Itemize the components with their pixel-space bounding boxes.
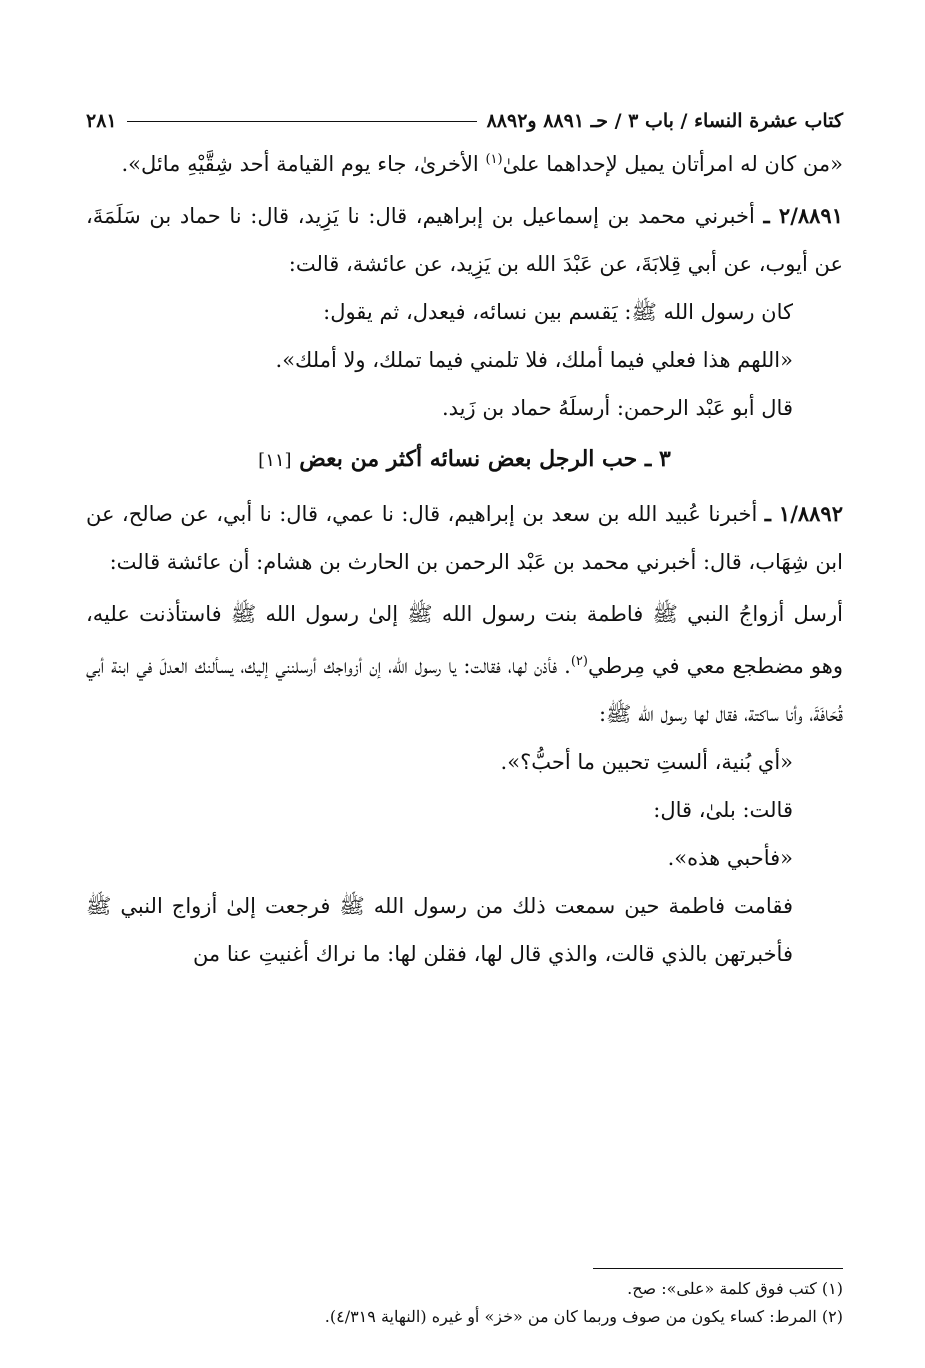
hadith-matn-line: كان رسول الله ﷺ: يَقسم بين نسائه، فيعدل، ثم يقول: bbox=[323, 300, 793, 324]
footnote-rule bbox=[593, 1268, 843, 1269]
page-number: ٢٨١ bbox=[86, 110, 117, 132]
text-run: الأخرىٰ، جاء يوم القيامة أحد شِقَّيْهِ مائل». bbox=[121, 152, 486, 176]
text-run: أرسل أزواجُ النبي ﷺ فاطمة بنت رسول الله ﷺ إلىٰ رسول الله ﷺ فاستأذنت عليه، وهو مضطجع معي في مِرطي bbox=[86, 602, 843, 678]
hadith-quote: قالت: بلىٰ، قال: bbox=[653, 798, 793, 822]
hadith-quote: «أي بُنية، ألستِ تحبين ما أحبُّ؟». bbox=[500, 750, 793, 774]
hadith-continuation: فقامت فاطمة حين سمعت ذلك من رسول الله ﷺ فرجعت إلىٰ أزواج النبي ﷺ فأخبرتهن بالذي قالت، والذي قال لها، فقلن لها: ما نراك أغنيتِ عنا من bbox=[86, 894, 793, 966]
chapter-ref: [١١] bbox=[258, 450, 292, 471]
hadith-comment: قال أبو عَبْد الرحمن: أرسلَهُ حماد بن زَيد. bbox=[441, 396, 793, 420]
header-rule bbox=[127, 121, 477, 122]
hadith-quote: «فأحبي هذه». bbox=[667, 846, 793, 870]
hadith-1-end bbox=[86, 136, 843, 188]
hadith-number: ٢/٨٨٩١ ـ bbox=[763, 203, 843, 228]
hadith-isnad: أخبرنا عُبيد الله بن سعد بن إبراهيم، قال: نا عمي، قال: نا أبي، عن صالح، عن ابن شِهَاب، قال: أخبرني محمد بن عَبْد الرحمن بن الحارث بن هشام: أن عائشة قالت: bbox=[86, 502, 843, 574]
text-run: . فأذن لها، فقالت: يا رسول الله، إن أزواجك أرسلنني إليك، يسألنك العدلَ في ابنة أبي قُحَافَةَ، وأنا ساكتة، فقال لها رسول الله ﷺ: bbox=[86, 654, 843, 726]
hadith-matn-line: «اللهم هذا فعلي فيما أملك، فلا تلمني فيما تملك، ولا أملك». bbox=[275, 348, 793, 372]
footnote-2: (٢) المرط: كساء يكون من صوف وربما كان من «خز» أو غيره (النهاية ٤/٣١٩). bbox=[324, 1307, 843, 1326]
hadith-matn bbox=[86, 590, 843, 738]
chapter-heading bbox=[86, 434, 843, 486]
running-header bbox=[86, 106, 843, 136]
hadith-number: ١/٨٨٩٢ ـ bbox=[764, 501, 843, 526]
chapter-title: ٣ ـ حب الرجل بعض نسائه أكثر من بعض bbox=[299, 446, 671, 472]
hadith-isnad: أخبرني محمد بن إسماعيل بن إبراهيم، قال: نا يَزِيد، قال: نا حماد بن سَلَمَةَ، عن أيوب، عن أبي قِلابَةَ، عن عَبْدَ الله بن يَزِيد، عن عائشة، قالت: bbox=[86, 204, 843, 276]
hadith-8891 bbox=[86, 192, 843, 288]
footnote-1: (١) كتب فوق كلمة «على»: صح. bbox=[627, 1279, 843, 1298]
running-title: كتاب عشرة النساء / باب ٣ / حـ ٨٨٩١ و٨٨٩٢ bbox=[486, 110, 843, 132]
footnote-ref-1[interactable]: (١) bbox=[485, 152, 503, 167]
hadith-8892 bbox=[86, 490, 843, 586]
text-run: «من كان له امرأتان يميل لإحداهما علىٰ bbox=[502, 152, 843, 176]
footnotes bbox=[86, 1268, 843, 1331]
footnote-ref-2[interactable]: (٢) bbox=[570, 654, 588, 669]
